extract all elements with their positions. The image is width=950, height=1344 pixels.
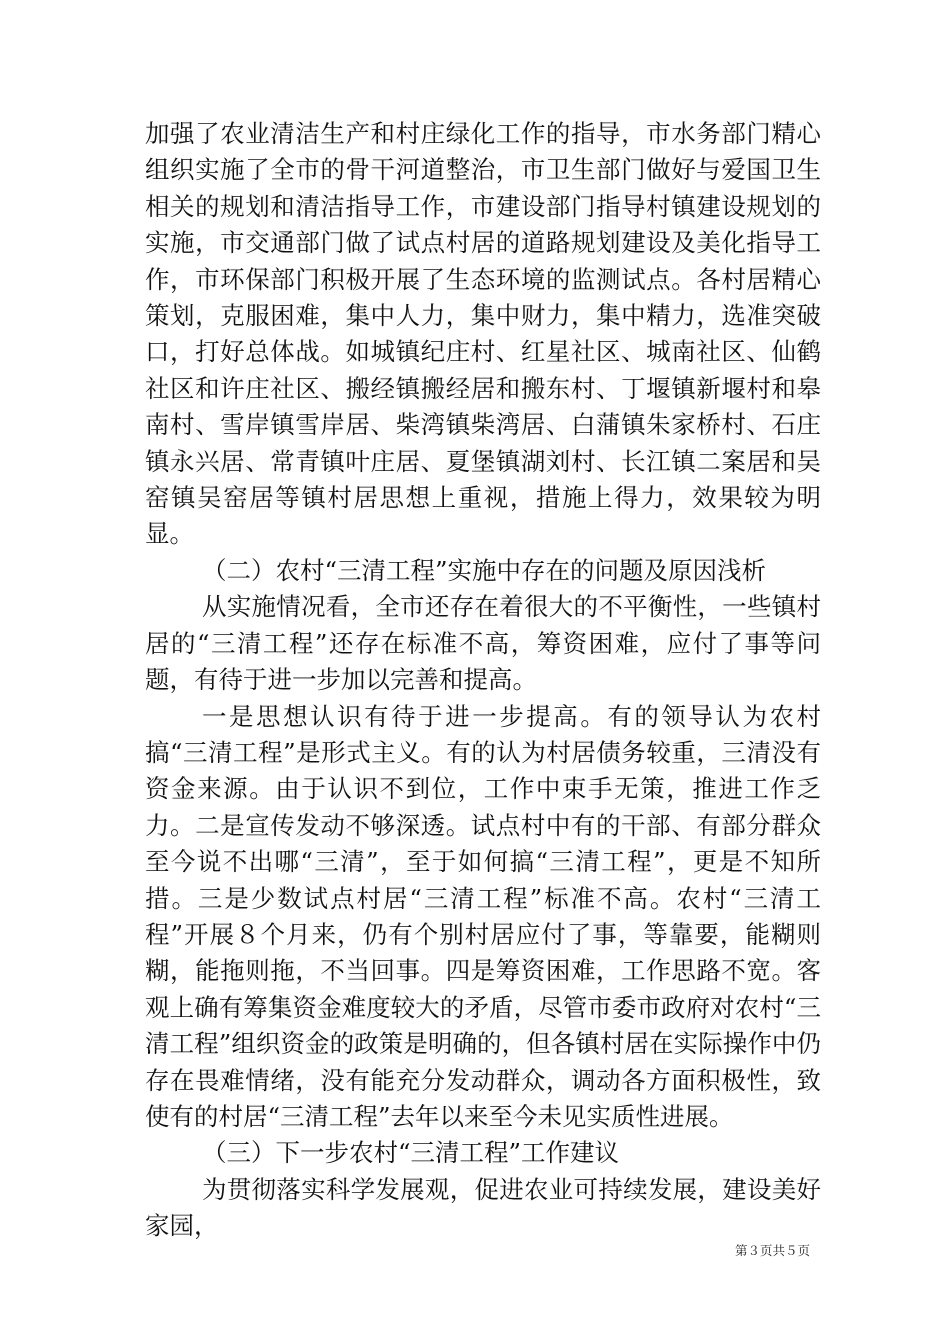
paragraph-suggestions: 为贯彻落实科学发展观，促进农业可持续发展，建设美好家园， [145, 1174, 821, 1241]
section-heading-3: （三）下一步农村“三清工程”工作建议 [202, 1138, 620, 1168]
paragraph-overview: 从实施情况看，全市还存在着很大的不平衡性，一些镇村居的“三清工程”还存在标准不高，筹资困难，应付了事等问题，有待于进一步加以完善和提高。 [145, 592, 821, 695]
page-number-footer: 第３页共５页 [734, 1243, 810, 1258]
document-body [145, 116, 821, 1245]
paragraph-problems: 一是思想认识有待于进一步提高。有的领导认为农村搞“三清工程”是形式主义。有的认为村居债务较重，三清没有资金来源。由于认识不到位，工作中束手无策，推进工作乏力。二是宣传发动不够深透。试点村中有的干部、有部分群众至今说不出哪“三清”，至于如何搞“三清工程”，更是不知所措。三是少数试点村居“三清工程”标准不高。农村“三清工程”开展８个月来，仍有个别村居应付了事，等靠要，能糊则糊，能拖则拖，不当回事。四是筹资困难，工作思路不宽。客观上确有筹集资金难度较大的矛盾，尽管市委市政府对农村“三清工程”组织资金的政策是明确的，但各镇村居在实际操作中仍存在畏难情绪，没有能充分发动群众，调动各方面积极性，致使有的村居“三清工程”去年以来至今未见实质性进展。 [145, 701, 821, 1131]
section-heading-2: （二）农村“三清工程”实施中存在的问题及原因浅析 [202, 555, 767, 585]
paragraph-continuation: 加强了农业清洁生产和村庄绿化工作的指导，市水务部门精心组织实施了全市的骨干河道整治，市卫生部门做好与爱国卫生相关的规划和清洁指导工作，市建设部门指导村镇建设规划的实施，市交通部门做了试点村居的道路规划建设及美化指导工作，市环保部门积极开展了生态环境的监测试点。各村居精心策划，克服困难，集中人力，集中财力，集中精力，选准突破口，打好总体战。如城镇纪庄村、红星社区、城南社区、仙鹤社区和许庄社区、搬经镇搬经居和搬东村、丁堰镇新堰村和皋南村、雪岸镇雪岸居、柴湾镇柴湾居、白蒲镇朱家桥村、石庄镇永兴居、常青镇叶庄居、夏堡镇湖刘村、长江镇二案居和吴窑镇吴窑居等镇村居思想上重视，措施上得力，效果较为明显。 [145, 119, 821, 549]
